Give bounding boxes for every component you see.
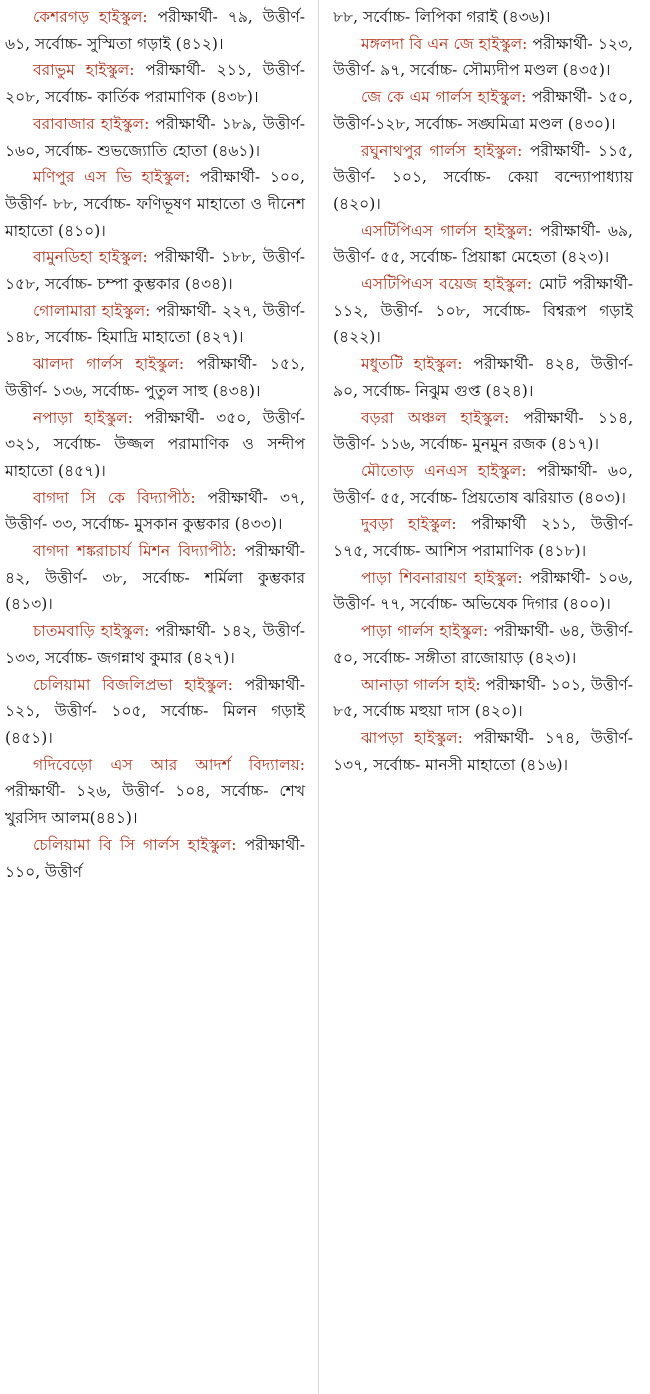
school-name: গদিবেড়ো এস আর আদর্শ বিদ্যালয়: — [33, 755, 305, 774]
school-result-entry — [333, 458, 633, 511]
result-details: পরীক্ষার্থী- ১২৬, উত্তীর্ণ- ১০৪, সর্বোচ্চ- শেখ খুরসিদ আলম(৪৪১)। — [5, 782, 305, 828]
school-result-entry — [5, 538, 305, 618]
school-name: দুবড়া হাইস্কুল: — [361, 515, 457, 534]
school-result-entry — [333, 84, 633, 137]
school-result-entry — [333, 672, 633, 725]
school-result-entry — [5, 57, 305, 110]
left-column — [5, 4, 305, 885]
school-name: চেলিয়ামা বি সি গার্লস হাইস্কুল: — [33, 835, 237, 854]
school-result-entry — [333, 405, 633, 458]
school-name: চাতমবাড়ি হাইস্কুল: — [33, 622, 150, 641]
result-details: পরীক্ষার্থী- ৪২, উত্তীর্ণ- ৩৮, সর্বোচ্চ- শর্মিলা কুম্ভকার (৪১৩)। — [5, 542, 306, 614]
result-details: পরীক্ষার্থী- ১০০, উত্তীর্ণ- ৮৮, সর্বোচ্চ- ফণিভূষণ মাহাতো ও দীনেশ মাহাতো (৪১০)। — [5, 168, 305, 240]
result-details: পরীক্ষার্থী ২১১, উত্তীর্ণ- ১৭৫, সর্বোচ্চ- আশিস পরামাণিক (৪১৮)। — [333, 515, 633, 561]
school-name: পাড়া গার্লস হাইস্কুল: — [361, 622, 489, 641]
result-details: পরীক্ষার্থী- ৬০, উত্তীর্ণ- ৫৫, সর্বোচ্চ- প্রিয়তোষ ঝরিয়াত (৪০৩)। — [333, 461, 633, 507]
school-result-entry — [5, 832, 305, 885]
school-result-entry — [5, 405, 305, 485]
school-result-entry — [333, 725, 633, 778]
school-name: বামুনডিহা হাইস্কুল: — [33, 248, 148, 267]
result-details: পরীক্ষার্থী- ১২১, উত্তীর্ণ- ১০৫, সর্বোচ্চ- মিলন গড়াই (৪৫১)। — [5, 675, 305, 747]
school-result-entry — [333, 511, 633, 564]
school-name: রঘুনাথপুর গার্লস হাইস্কুল: — [361, 141, 523, 160]
result-details: পরীক্ষার্থী- ১১০, উত্তীর্ণ — [5, 835, 306, 881]
result-details: পরীক্ষার্থী- ১১৫, উত্তীর্ণ- ১০১, সর্বোচ্চ- কেয়া বন্দ্যোপাধ্যায় (৪২০)। — [333, 141, 633, 213]
school-result-entry — [333, 218, 633, 271]
result-details: পরীক্ষার্থী- ১৮৮, উত্তীর্ণ- ১৫৮, সর্বোচ্চ- চম্পা কুম্ভকার (৪৩৪)। — [5, 248, 305, 294]
school-result-entry — [5, 4, 305, 57]
school-name: চেলিয়ামা বিজলিপ্রভা হাইস্কুল: — [33, 675, 234, 694]
result-details: পরীক্ষার্থী- ১০১, উত্তীর্ণ- ৮৫, সর্বোচ্চ মহুয়া দাস (৪২০)। — [333, 675, 633, 721]
school-name: কেশরগড় হাইস্কুল: — [33, 8, 148, 26]
school-name: এসটিপিএস গার্লস হাইস্কুল: — [361, 221, 533, 240]
school-name: বাগদা শঙ্করাচার্য মিশন বিদ্যাপীঠ: — [33, 542, 237, 561]
school-result-entry — [5, 485, 305, 538]
right-column — [333, 4, 633, 778]
result-details: পরীক্ষার্থী- ১৫১, উত্তীর্ণ- ১৩৬, সর্বোচ্চ- পুতুল সাহু (৪৩৪)। — [5, 355, 305, 400]
school-name: বরাবাজার হাইস্কুল: — [33, 114, 150, 133]
column-divider — [318, 0, 319, 1394]
school-result-entry — [5, 752, 305, 832]
school-name: মঙ্গলদা বি এন জে হাইস্কুল: — [361, 34, 528, 53]
result-details: পরীক্ষার্থী- ১০৬, উত্তীর্ণ- ৭৭, সর্বোচ্চ- অভিষেক দিগার (৪০০)। — [333, 568, 633, 614]
school-result-entry — [333, 351, 633, 404]
school-result-entry — [5, 111, 305, 164]
school-name: গোলামারা হাইস্কুল: — [33, 301, 151, 320]
result-details: পরীক্ষার্থী- ১৭৪, উত্তীর্ণ- ১৩৭, সর্বোচ্চ- মানসী মাহাতো (৪১৬)। — [333, 728, 634, 774]
result-details: ৮৮, সর্বোচ্চ- লিপিকা গরাই (৪৩৬)। — [333, 8, 551, 26]
school-result-entry — [5, 672, 305, 752]
school-result-entry — [333, 618, 633, 671]
result-details: পরীক্ষার্থী- ৩৭, উত্তীর্ণ- ৩৩, সর্বোচ্চ- মুসকান কুম্ভকার (৪৩৩)। — [5, 488, 305, 534]
school-name: নপাড়া হাইস্কুল: — [33, 408, 133, 427]
school-name: ঝাপড়া হাইস্কুল: — [361, 728, 463, 747]
school-result-entry — [5, 618, 305, 671]
school-name: ঝালদা গার্লস হাইস্কুল: — [33, 355, 185, 374]
result-details: পরীক্ষার্থী- ৭৯, উত্তীর্ণ- ৬১, সর্বোচ্চ- সুস্মিতা গড়াই (৪১২)। — [5, 8, 305, 53]
school-result-entry — [333, 138, 633, 218]
school-name: বড়রা অঞ্চল হাইস্কুল: — [361, 408, 510, 427]
result-details: পরীক্ষার্থী- ৬৯, উত্তীর্ণ- ৫৫, সর্বোচ্চ- প্রিয়াঙ্কা মেহেতা (৪২৩)। — [333, 221, 633, 267]
result-details: পরীক্ষার্থী- ১১৪, উত্তীর্ণ- ১১৬, সর্বোচ্চ- মুনমুন রজক (৪১৭)। — [333, 408, 633, 454]
result-details: পরীক্ষার্থী- ৪২৪, উত্তীর্ণ- ৯০, সর্বোচ্চ- নিঝুম গুপ্ত (৪২৪)। — [333, 355, 633, 400]
result-details: পরীক্ষার্থী- ১৫০, উত্তীর্ণ-১২৮, সর্বোচ্চ- সঙ্ঘমিত্রা মণ্ডল (৪৩০)। — [333, 88, 633, 133]
school-result-entry — [5, 298, 305, 351]
school-name: মৌতোড় এনএস হাইস্কুল: — [361, 461, 527, 480]
school-name: আনাড়া গার্লস হাই: — [361, 675, 481, 694]
school-result-entry — [333, 271, 633, 351]
school-result-entry — [5, 164, 305, 244]
school-result-entry — [5, 351, 305, 404]
school-result-entry — [333, 565, 633, 618]
school-name: মধুতটি হাইস্কুল: — [361, 355, 463, 374]
result-details: পরীক্ষার্থী- ১৪২, উত্তীর্ণ- ১৩৩, সর্বোচ্চ- জগন্নাথ কুমার (৪২৭)। — [5, 622, 305, 667]
result-details: পরীক্ষার্থী- ৩৫০, উত্তীর্ণ- ৩২১, সর্বোচ্চ- উজ্জল পরামাণিক ও সন্দীপ মাহাতো (৪৫৭)। — [5, 408, 305, 480]
result-details: পরীক্ষার্থী- ২১১, উত্তীর্ণ- ২০৮, সর্বোচ্চ- কার্তিক পরামাণিক (৪৩৮)। — [5, 61, 305, 107]
result-details: পরীক্ষার্থী- ১৮৯, উত্তীর্ণ- ১৬০, সর্বোচ্চ- শুভজ্যোতি হোতা (৪৬১)। — [5, 114, 305, 160]
school-name: এসটিপিএস বয়েজ হাইস্কুল: — [361, 275, 533, 294]
result-details: পরীক্ষার্থী- ২২৭, উত্তীর্ণ- ১৪৮, সর্বোচ্চ- হিমাদ্রি মাহাতো (৪২৭)। — [5, 301, 305, 347]
school-name: বরাভুম হাইস্কুল: — [33, 61, 135, 80]
result-details: পরীক্ষার্থী- ১২৩, উত্তীর্ণ- ৯৭, সর্বোচ্চ- সৌম্যদীপ মণ্ডল (৪৩৫)। — [333, 34, 633, 80]
school-name: মণিপুর এস ভি হাইস্কুল: — [33, 168, 191, 187]
school-name: জে কে এম গার্লস হাইস্কুল: — [361, 88, 527, 107]
school-result-entry — [333, 4, 633, 31]
result-details: পরীক্ষার্থী- ৬৪, উত্তীর্ণ- ৫০, সর্বোচ্চ- সঙ্গীতা রাজোয়াড় (৪২৩)। — [333, 622, 633, 667]
school-result-entry — [5, 244, 305, 297]
school-name: পাড়া শিবনারায়ণ হাইস্কুল: — [361, 568, 523, 587]
school-name: বাগদা সি কে বিদ্যাপীঠ: — [33, 488, 196, 507]
result-details: মোট পরীক্ষার্থী- ১১২, উত্তীর্ণ- ১০৮, সর্বোচ্চ- বিশ্বরূপ গড়াই (৪২২)। — [333, 275, 633, 347]
school-result-entry — [333, 31, 633, 84]
